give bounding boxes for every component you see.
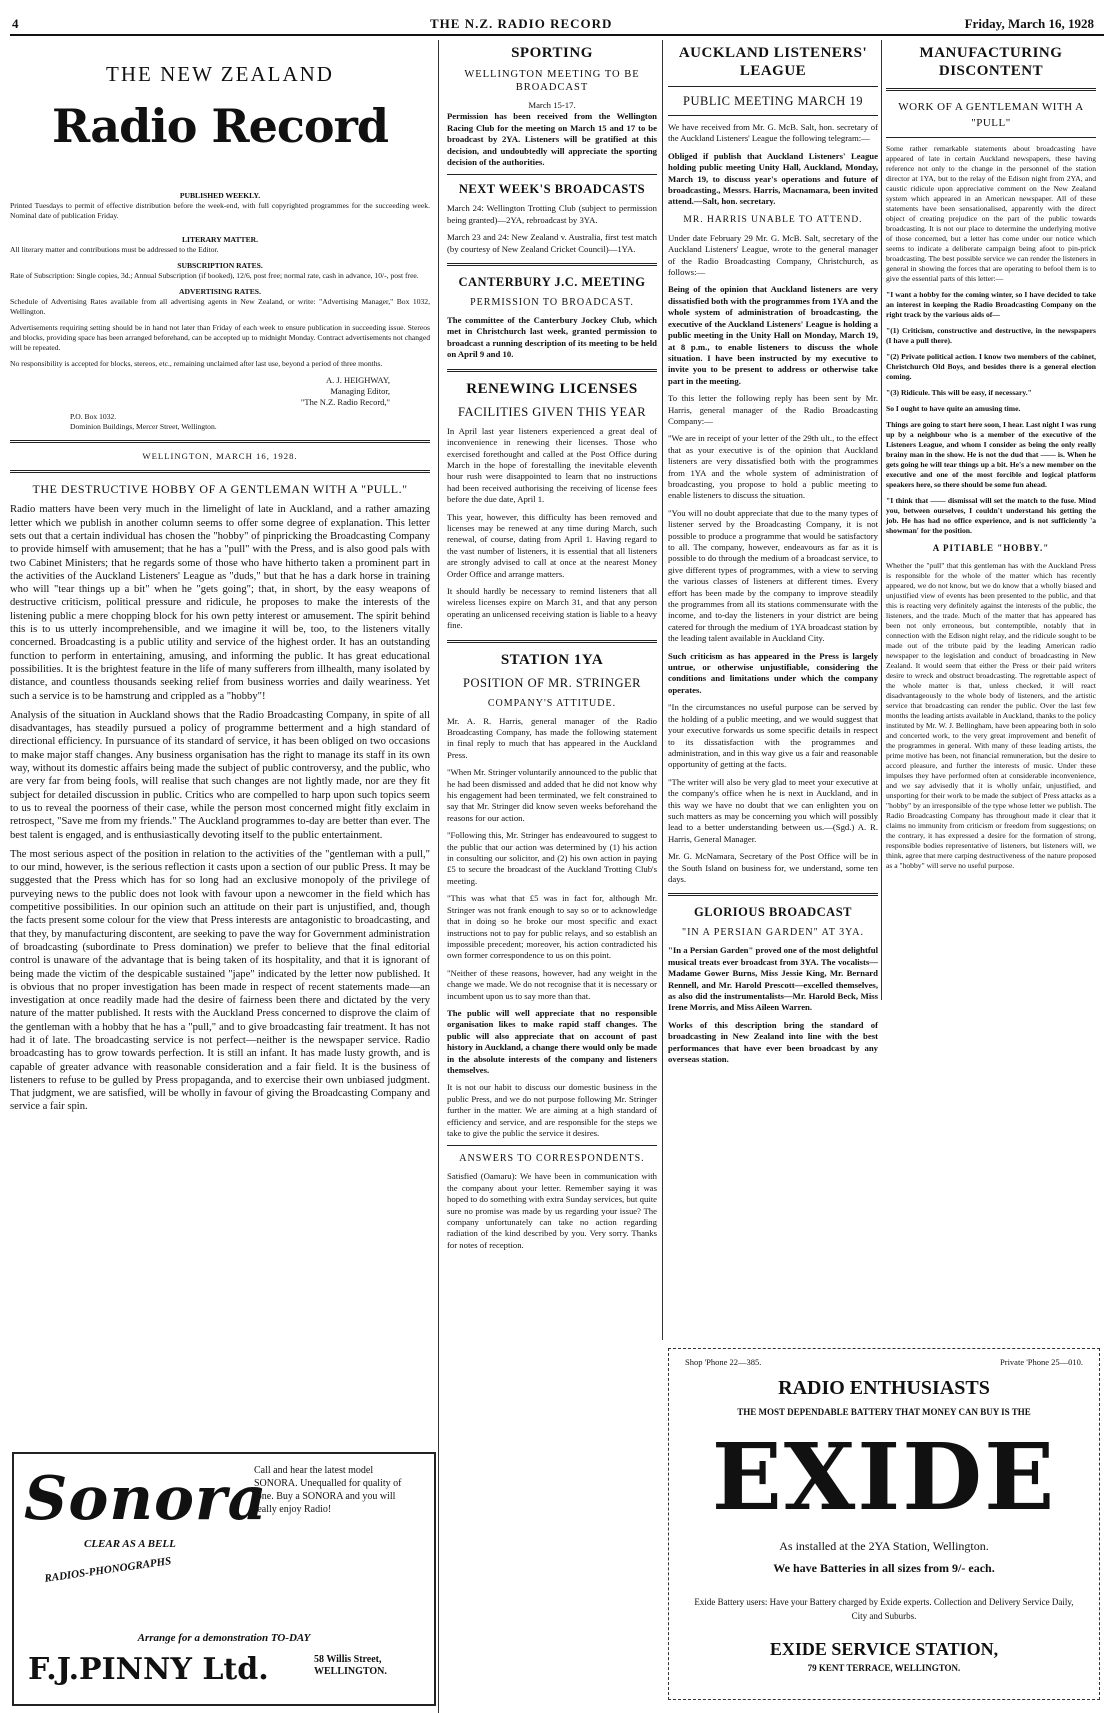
league-paragraph: Being of the opinion that Auckland listeners are very dissatisfied both with the programmes from 1YA and the whole system of administration of broadcasting, the executive of the Auckland Listeners' League is holding a public meeting in the Unity Hall on Monday, March 19, at 8 p.m., to enable listeners to discuss the whole situation. I have been instructed by my executive to invite you to be present to address or otherwise take part in the meeting. — [668, 284, 878, 386]
league-paragraph: To this letter the following reply has been sent by Mr. Harris, general manager of the Radio Broadcasting Company:— — [668, 393, 878, 426]
exide-installed: As installed at the 2YA Station, Wellington. — [779, 1539, 989, 1553]
sonora-blurb: Call and hear the latest model SONORA. Unequalled for quality of tone. Buy a SONORA and you will really enjoy Radio! — [254, 1465, 402, 1515]
exide-batteries: We have Batteries in all sizes from 9/- each. — [773, 1561, 995, 1575]
subscription-heading: SUBSCRIPTION RATES. — [177, 261, 263, 270]
editorial-title: THE DESTRUCTIVE HOBBY OF A GENTLEMAN WITH A "PULL." — [32, 482, 408, 497]
station-subheading-2: COMPANY'S ATTITUDE. — [487, 697, 617, 709]
station-paragraph: Mr. A. R. Harris, general manager of the Radio Broadcasting Company, has made the following statement in final reply to much that has appeared in the Auckland Press. — [447, 715, 657, 760]
renewing-heading: RENEWING LICENSES — [466, 380, 638, 397]
sonora-tagline-2: RADIOS-PHONOGRAPHS — [43, 1555, 172, 1585]
sonora-advertisement — [12, 1452, 436, 1706]
advertising-heading: ADVERTISING RATES. — [179, 287, 261, 296]
league-heading: AUCKLAND LISTENERS' LEAGUE — [678, 45, 868, 79]
advertising-note-3: No responsibility is accepted for blocks, stereos, etc., remaining unclaimed after last use, beyond a period of three months. — [10, 359, 383, 368]
station-paragraph: The public will well appreciate that no responsible organisation likes to make rapid staff changes. The public will also appreciate that on account of past history in Auckland, a change there would only be made in the absolute interests of the company and listeners themselves. — [447, 1007, 657, 1075]
league-paragraph: "We are in receipt of your letter of the 29th ult., to the effect that as your executive is of the opinion that Auckland listeners are very dissatisfied both with the programmes from 1YA and the whole system of administration of broadcasting, you propose to hold a public meeting to enable listeners to discuss the situation. — [668, 433, 878, 501]
literary-heading: LITERARY MATTER. — [181, 235, 259, 244]
renewing-paragraph: This year, however, this difficulty has been removed and licenses may be renewed at any time during March, such renewal, of course, dating from April 1. Having regard to the vast number of listeners, it is essential that all listeners are strongly advised to call at once at the nearest Money Order Office and arrange matters. — [447, 511, 657, 579]
sonora-tagline: CLEAR AS A BELL — [84, 1538, 176, 1550]
published-weekly: PUBLISHED WEEKLY. — [179, 191, 261, 200]
exide-station-address: 79 KENT TERRACE, WELLINGTON. — [807, 1663, 961, 1673]
renewing-paragraph: In April last year listeners experienced a great deal of inconvenience in renewing their licenses. Those who exercised forethought and called at the Post Office during March in the hope of forestalling the inevitable eleventh hour rush were disappointed to learn that no instructions had been received authorising the receiving of license fees before the due date, April 1. — [447, 425, 657, 505]
glorious-paragraph: Works of this description bring the standard of broadcasting in New Zealand into line with the best performances that have ever been broadcast by any overseas station. — [668, 1019, 878, 1065]
column-rule — [438, 40, 439, 1713]
station-paragraph: "This was what that £5 was in fact for, although Mr. Stringer was not frank enough to say so or to acknowledge that in doing so he broke our most specific and exact instructions not to pay for public relays, and so establish an impossible precedent; moreover, his action contradicted his own former correspondence to us on this point. — [447, 893, 657, 961]
station-paragraph: "When Mr. Stringer voluntarily announced to the public that he had been dismissed and added that he did not know why his engagement had been terminated, we felt constrained to say that Mr. Stringer did know seven weeks beforehand the reasons for our action. — [447, 767, 657, 823]
discontent-paragraph: So I ought to have quite an amusing time. — [886, 404, 1021, 413]
discontent-paragraph: "I think that —— dismissal will set the match to the fuse. Mind you, between ourselves, I couldn't understand his getting the job. He has had no office experience, and is not sufficiently 'a showman' for the position. — [886, 496, 1096, 535]
editor-name: A. J. HEIGHWAY, — [326, 375, 390, 385]
sonora-logo: Sonora — [24, 1464, 268, 1534]
column-rule — [662, 40, 663, 1340]
editor-title: Managing Editor, — [330, 386, 390, 396]
answers-text: Satisfied (Oamaru): We have been in communication with the company about your letter. Remember saying it was hoped to do something with extra Sunday services, but quite sure no promise was made by us regarding your issue? The company unfortunately can take no action regarding radiation of the kind described by you. Very sorry. Thanks for notes of reception. — [447, 1171, 657, 1250]
column-listeners-league — [668, 40, 878, 1065]
league-paragraph: "You will no doubt appreciate that due to the many types of listener served by the Broadcasting Company, it is not possible to produce a programme that would be satisfactory to all. The company, however, endeavours as far as it is possible to do through the medium of a broadcast service, to give different types of programmes, with a view to serving the various classes of listeners at different times. Every effort has been made by the company to improve steadily the programmes from all its stations commensurate with the income, and to-day the listeners in your district are being catered for through the medium of 1YA broadcast station by the leading talent available in Auckland City. — [668, 507, 878, 644]
glorious-heading: GLORIOUS BROADCAST — [694, 905, 852, 920]
private-phone: Private 'Phone 25—010. — [1000, 1357, 1083, 1367]
sonora-address — [314, 1654, 387, 1678]
discontent-paragraph: "I want a hobby for the coming winter, so I have decided to take an interest in keeping the Radio Broadcasting Company on the right track by the various aids of— — [886, 290, 1096, 319]
answers-heading: ANSWERS TO CORRESPONDENTS. — [459, 1153, 645, 1165]
sporting-date: March 15-17. — [528, 100, 576, 110]
masthead-line1: THE NEW ZEALAND — [106, 62, 334, 86]
column-masthead-editorial — [10, 40, 430, 1433]
editorial-dateline: WELLINGTON, MARCH 16, 1928. — [142, 451, 298, 461]
shop-phone: Shop 'Phone 22—385. — [685, 1357, 762, 1367]
page-number: 4 — [12, 16, 19, 31]
glorious-paragraph: "In a Persian Garden" proved one of the most delightful musical treats ever broadcast from 3YA. The vocalists—Madame Gower Burns, Miss Jessie King, Mr. Bernard Rennell, and Mr. Harold Prescott—excelled themselves, as also did the instrumentalists—Mr. Harold Beck, Miss Irene Morris, and Miss Aileen Warren. — [668, 945, 878, 1013]
sonora-address-line: 58 Willis Street, — [314, 1654, 382, 1665]
canterbury-text: The committee of the Canterbury Jockey Club, which met in Christchurch last week, granted permission to broadcast a running description of its meeting to be held on April 9 and 10. — [447, 315, 657, 360]
discontent-heading: MANUFACTURING DISCONTENT — [919, 45, 1063, 79]
po-box: P.O. Box 1032. — [70, 412, 117, 421]
office-address: Dominion Buildings, Mercer Street, Wellington. — [70, 422, 217, 431]
league-paragraph: "The writer will also be very glad to meet your executive at the company's office when he is next in Auckland, and in this way we have no doubt that we can enlighten you on such matters as may be concerning you which will possibly lead to a better understanding between us.—(Sgd.) A. R. Harris, General Manager. — [668, 776, 878, 844]
station-paragraph: It is not our habit to discuss our domestic business in the public Press, and we do not purpose following Mr. Stringer further in the matter. We are aiming at a high standard of efficiency and service, and are responsible for the steps we take to give the public the service it desires. — [447, 1082, 657, 1138]
next-week-item: March 24: Wellington Trotting Club (subject to permission being granted)—2YA, rebroadcast by 3YA. — [447, 203, 657, 225]
discontent-paragraph: "(3) Ridicule. This will be easy, if necessary." — [886, 388, 1032, 397]
advertising-note-2: Advertisements requiring setting should be in hand not later than Friday of each week to ensure publication in succeeding issue. Stereos and blocks, providing space has been arranged beforehand, can be accepted up to midnight Monday. Contract advertisements not changed will be repeated. — [10, 323, 430, 352]
editorial-paragraph: The most serious aspect of the position in relation to the activities of the "gentleman with a pull," to our mind, however, is the serious reflection it casts upon a section of our public Press. It may be suggested that the Press which has for so long had an exclusive monopoly of the privilege of purveying news to the public does not look with favour upon a newcomer in the field which has competitive possibilities. In our opinion such an attitude on their part is unjustified, and, though the facts present some colour for the view that Press interests are antagonistic to broadcasting, and that they, by manufacturing discontent, are seeking to pave the way for Government administration of broadcasting (subordinate to Press domination) we prefer to believe that the final editorial control is unaware of the advantage that is being taken of its hospitality, and that it is ignorant of being made the victim of the despicable sustained "jape" indicated by the letter now published. It is obvious that no proper investigation has been made in respect of recent statements made—an investigation at once readily made had the desire of fairness been there and dictated by the very nature of the matter published. It rests with the Auckland Press concerned to disprove the claim of the gentleman with a hobby that he has a "pull," and to give broadcasting fair treatment. It has not had it of late. The broadcasting service is not perfect—neither is the newspaper service. Radio broadcasting has to grow towards perfection. It is still an infant. It has made lusty growth, and is capable of greater advance with reasonable consideration and a fair field. It is the business of listeners to refuse to be gulled by Press propaganda, and to exercise their own unbiased judgment. That judgment, we are satisfied, will be wholly in favour of giving the Broadcasting Company and service a fair spin. — [10, 848, 430, 1113]
next-week-heading: NEXT WEEK'S BROADCASTS — [458, 182, 646, 197]
exide-subline: THE MOST DEPENDABLE BATTERY THAT MONEY CAN BUY IS THE — [737, 1407, 1031, 1417]
editor-paper: "The N.Z. Radio Record," — [300, 397, 390, 407]
station-paragraph: "Neither of these reasons, however, had any weight in the change we made. We do not recognise that it is necessary or incumbent upon us to say more than that. — [447, 967, 657, 1001]
sonora-demo: Arrange for a demonstration TO-DAY — [137, 1632, 311, 1644]
column-discontent — [886, 40, 1096, 1000]
sporting-text: Permission has been received from the Wellington Racing Club for the meeting on March 15 and 17 to be broadcast by 2YA. Listeners will be gratified at this decision, and undoubtedly will appreciate the sporting decision of the authorities. — [447, 111, 657, 168]
sonora-firm: F.J.PINNY Ltd. — [28, 1652, 269, 1687]
station-paragraph: "Following this, Mr. Stringer has endeavoured to suggest to the public that our action was determined by (1) his action in consulting our solicitor, and (2) his own action in paying £5 to secure the broadcast of the Auckland Trotting Club's meeting. — [447, 830, 657, 886]
advertising-note-1: Schedule of Advertising Rates available from all advertising agents in New Zealand, or write: "Advertising Manager," Box 1032, Wellington. — [10, 297, 430, 316]
editorial-paragraph: Radio matters have been very much in the limelight of late in Auckland, and a rather amazing letter which we publish in another column seems to offer some degree of explanation. This letter sets out that a certain individual has chosen the "hobby" of pinpricking the Broadcasting Company to provide himself with amusement; that he has a "pull" with the Press, and is also good pals with two Cabinet Ministers; that he regards some of those who have hitherto taken a prominent part in the activities of the Auckland Listeners' League as "duds," but that he has a dark horse in training who will "tear things up a bit" when he "gets going"; that, in short, by the easy weapons of destructive criticism, political pressure and ridicule, he proposes to make the interests of the listening public a mere chopping block for his own petty interest or amusement. The spirit behind this is to us utterly incomprehensible, and we imagine it will be, too, to the listeners vitally concerned. Broadcasting is a public utility and service of the highest order. It has an outstanding function to perform in entertaining, amusing, and informing the public. It has great educational possibilities. It is the brightest feature in the life of many sufferers from illhealth, many isolated by distance, and countless thousands seeking relief from business worries and daily weariness. Yet such a service is to be hamstrung and crippled as a "hobby"! — [10, 504, 430, 702]
league-paragraph: "In the circumstances no useful purpose can be served by the holding of a public meeting, and we would suggest that your executive forwards us some specific details in respect to its dissatisfaction with the programmes and administration, and in this way give us a fair and reasonable opportunity of getting at the facts. — [668, 702, 878, 770]
paper-title: THE N.Z. RADIO RECORD — [430, 16, 613, 31]
discontent-paragraph: Some rather remarkable statements about broadcasting have appeared of late in certain Auckland newspapers, these having reference not only to the change in the personnel of the station director at 1YA, but to the relay of the Edison night from 2YA, and caustic ridicule upon appreciative comment on the New Zealand system which appeared in an American newspaper. All of these statements have been sensationalised, apparently with the direct object of creating prejudice on the part of the public towards broadcasting. It is not our place to determine the underlying motive of those concerned, but a letter has come under our notice which seems to indicate a deliberate campaign being afoot to pin-prick broadcasting. The best possible service we can render the listeners in general in showing the forces that are operating to befool them is to give the essential parts of this letter:— — [886, 144, 1096, 283]
league-paragraph: Such criticism as has appeared in the Press is largely untrue, or otherwise unjustifiable, considering the conditions and limitations under which the company operates. — [668, 650, 878, 695]
sporting-subheading: WELLINGTON MEETING TO BE BROADCAST — [464, 69, 640, 93]
pitiable-subheading: A PITIABLE "HOBBY." — [932, 543, 1050, 553]
printed-note: Printed Tuesdays to permit of effective distribution before the week-end, with full copyrighted programmes for the succeeding week. Nominal date of publication Friday. — [10, 201, 430, 220]
league-paragraph: Mr. G. McNamara, Secretary of the Post Office will be in the South Island on business for, we understand, some ten days. — [668, 851, 878, 884]
glorious-subheading: "IN A PERSIAN GARDEN" AT 3YA. — [682, 927, 864, 939]
harris-subheading: MR. HARRIS UNABLE TO ATTEND. — [683, 214, 863, 225]
masthead-title: Radio Record — [51, 99, 388, 153]
exide-brand: EXIDE — [711, 1423, 1057, 1531]
league-paragraph: We have received from Mr. G. McB. Salt, hon. secretary of the Auckland Listeners' League the following telegram:— — [668, 122, 878, 144]
exide-advertisement — [668, 1348, 1100, 1700]
issue-date: Friday, March 16, 1928 — [964, 16, 1094, 31]
column-rule — [881, 40, 882, 1000]
discontent-paragraph: Things are going to start here soon, I hear. Last night I was rung up by a neighbour who is a member of the executive of the Listeners League, and whom I consider as being the only really brainy man in the show. He is not the dud that —— is. When he gets going he will tear things up a bit. He's a new member on the executive and one of the most forcible and logical platform speakers here, so there should be some fun ahead. — [886, 420, 1096, 489]
discontent-subheading: WORK OF A GENTLEMAN WITH A "PULL" — [898, 101, 1084, 129]
discontent-paragraph: "(1) Criticism, constructive and destructive, in the newspapers (I have a pull there). — [886, 326, 1096, 345]
editorial-paragraph: Analysis of the situation in Auckland shows that the Radio Broadcasting Company, in spite of all disadvantages, has steadily pursued a policy of programme betterment and a high standard of directional efficiency. In pursuance of its standard of service, it has been obliged on two occasions to make major staff changes. Any business organisation has the right to manage its staff in its own way, without its domestic affairs being made the subject of public controversy, and the public, who are very far from being fools, will realise that such changes are not lightly made, nor are they fit subject for detailed discussion in public. Critics who are compelled to harp upon such topics seem to us to reveal the poorness of their case, while the person most concerned might fitly exclaim in retrospect, "Save me from my friends." The Auckland programmes to-day are better than ever. The best talent is engaged, and is enthusiastically devoting itself to the public entertainment. — [10, 709, 430, 841]
canterbury-heading: CANTERBURY J.C. MEETING — [458, 275, 646, 290]
exide-headline: RADIO ENTHUSIASTS — [778, 1377, 990, 1399]
discontent-paragraph: "(2) Private political action. I know two members of the cabinet, Christchurch Old Boys, and besides there is a general election coming. — [886, 352, 1096, 381]
renewing-paragraph: It should hardly be necessary to remind listeners that all wireless licenses expire on March 31, and that any person operating an unlicensed receiving station is liable to a heavy fine. — [447, 585, 657, 631]
exide-users: Exide Battery users: Have your Battery charged by Exide experts. Collection and Delivery Service Daily, City and Suburbs. — [694, 1597, 1074, 1621]
league-subheading: PUBLIC MEETING MARCH 19 — [683, 94, 863, 108]
station-subheading: POSITION OF MR. STRINGER — [463, 675, 641, 690]
page-header — [10, 12, 1104, 36]
league-paragraph: Under date February 29 Mr. G. McB. Salt, secretary of the Auckland Listeners' League, wrote to the general manager of the Radio Broadcasting Company, Christchurch, as follows:— — [668, 232, 878, 278]
renewing-subheading: FACILITIES GIVEN THIS YEAR — [457, 404, 647, 419]
station-heading: STATION 1YA — [500, 651, 604, 668]
sonora-address-line: WELLINGTON. — [314, 1666, 387, 1677]
canterbury-subheading: PERMISSION TO BROADCAST. — [470, 297, 634, 309]
discontent-paragraph: Whether the "pull" that this gentleman has with the Auckland Press is responsible for the whole of the matter which has recently appeared, we do not know, but we do know that a wholly biased and unjustified view of events has been presented to the public, and that this is reacting very definitely against the interests of the public, the listeners, and the trade. Much of the matter that has appeared has been not only erroneous, but contemptible, notably that in connection with the Edison night relay, and the ridicule sought to be made out of the tribute paid by the leading American radio newspaper to the legislation and conduct of broadcasting in New Zealand. It would seem that either the Press or their paid writers desire to wreck and obstruct broadcasting. The regrettable aspect of the whole matter is that, unless checked, it will react disadvantageously to the whole body of listeners, and the artistic service that broadcasting can render the public. Over the last few months the leading artists available in Auckland, thanks to the policy instituted by Mr. W. J. Bellingham, have been appearing both in solo and concerted work, to the very great improvement and benefit of the programmes in general. With many of these leading artists, the prime motive has been, not financial remuneration, but the desire to accord pleasure, and further the interests of music. Under these impulses they have performed often at considerable inconvenience, and we say advisedly that it is wholly unfair, unjustified, and unsporting for their work to be made the subject of Press attacks as a "hobby" by an irresponsible of the type whose letter we publish. The Radio Broadcasting Company has throughout made it clear that it claims no immunity from criticism or freedom from suggestions; on the contrary, it has expressed a desire for the formation of strong, responsible bodies representative of listeners, but listeners will, we think, agree that mere carping destructiveness of the nature proposed as a "hobby" will serve no useful purpose. — [886, 561, 1096, 870]
subscription-note: Rate of Subscription: Single copies, 3d.; Annual Subscription (if booked), 12/6, post free; normal rate, cash in advance, 10/-, post free. — [10, 271, 419, 280]
literary-note: All literary matter and contributions must be addressed to the Editor. — [10, 245, 219, 254]
next-week-item: March 23 and 24: New Zealand v. Australia, first test match (by courtesy of New Zealand Cricket Council)—1YA. — [447, 232, 657, 254]
sporting-heading: SPORTING — [511, 45, 593, 61]
league-paragraph: Obliged if publish that Auckland Listeners' League holding public meeting Unity Hall, Auckland, Monday, March 19, to discuss year's operations and future of broadcasting., Messrs. Harris, Macnamara, been invited attend.—Salt, hon. secretary. — [668, 150, 878, 207]
column-sporting-station — [447, 40, 657, 1713]
exide-station: EXIDE SERVICE STATION, — [769, 1639, 999, 1659]
